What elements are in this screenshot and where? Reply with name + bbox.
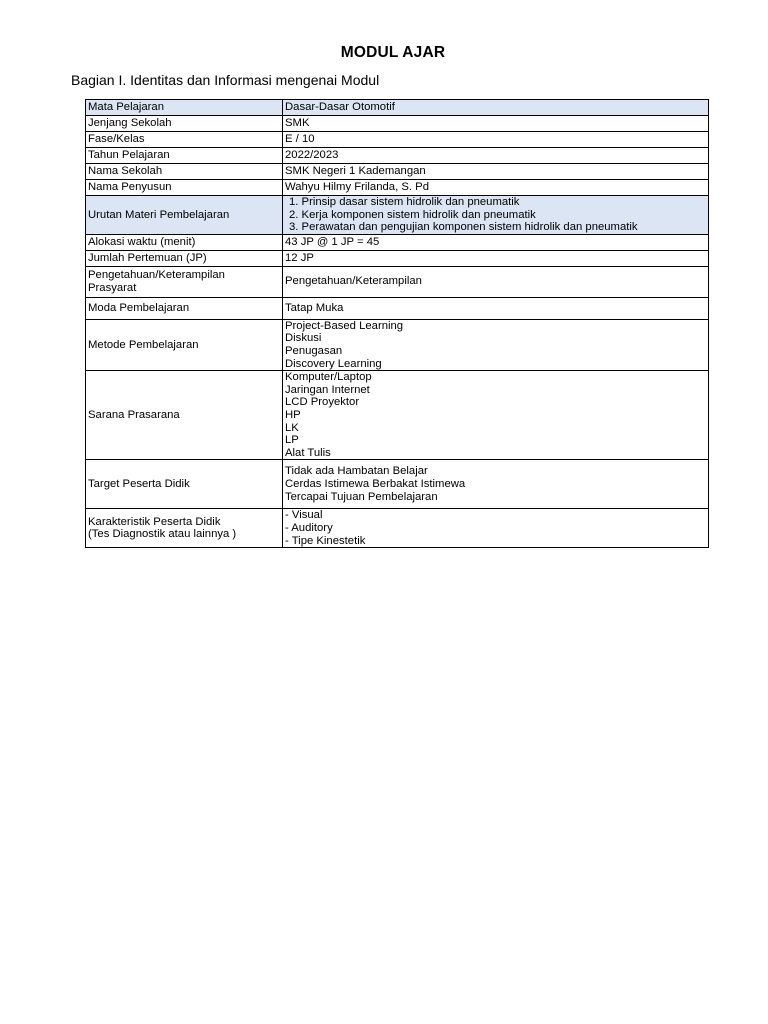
row-label: Mata Pelajaran — [86, 100, 283, 116]
row-value — [283, 509, 709, 548]
label-line: (Tes Diagnostik atau lainnya ) — [88, 528, 237, 541]
row-label: Jenjang Sekolah — [86, 116, 283, 132]
row-label: Metode Pembelajaran — [86, 319, 283, 370]
row-value: 2022/2023 — [283, 148, 709, 164]
row-value — [283, 371, 709, 460]
row-value: Dasar-Dasar Otomotif — [283, 100, 709, 116]
table-row-mata-pelajaran — [86, 100, 709, 116]
materi-item: 3. Perawatan dan pengujian komponen sistem hidrolik dan pneumatik — [289, 221, 638, 234]
row-value — [283, 319, 709, 370]
row-label: Tahun Pelajaran — [86, 148, 283, 164]
table-row-sarana-prasarana — [86, 371, 709, 460]
list-item: Alat Tulis — [285, 446, 331, 459]
row-label — [86, 509, 283, 548]
row-value — [283, 196, 709, 235]
row-label: Urutan Materi Pembelajaran — [86, 196, 283, 235]
row-label: Nama Sekolah — [86, 164, 283, 180]
list-item: LCD Proyektor — [285, 396, 360, 409]
list-item: Penugasan — [285, 344, 343, 357]
module-identity-table — [85, 99, 709, 548]
list-item: - Auditory — [285, 521, 333, 534]
list-item: Diskusi — [285, 332, 322, 345]
table-row-prasyarat — [86, 266, 709, 297]
label-line: Prasyarat — [88, 281, 137, 294]
list-item: Tercapai Tujuan Pembelajaran — [285, 490, 438, 503]
materi-item: 2. Kerja komponen sistem hidrolik dan pneumatik — [289, 208, 536, 221]
list-item: Discovery Learning — [285, 357, 382, 370]
row-label: Alokasi waktu (menit) — [86, 234, 283, 250]
row-value: Tatap Muka — [283, 297, 709, 319]
table-row-jumlah-pertemuan — [86, 250, 709, 266]
row-value: 43 JP @ 1 JP = 45 — [283, 234, 709, 250]
row-value: SMK Negeri 1 Kademangan — [283, 164, 709, 180]
list-item: - Tipe Kinestetik — [285, 534, 366, 547]
section-heading: Bagian I. Identitas dan Informasi mengenai Modul — [71, 72, 380, 88]
list-item: - Visual — [285, 509, 323, 522]
table-row-tahun-pelajaran — [86, 148, 709, 164]
row-label: Nama Penyusun — [86, 180, 283, 196]
row-label: Sarana Prasarana — [86, 371, 283, 460]
row-label: Target Peserta Didik — [86, 460, 283, 509]
table-row-target-peserta-didik — [86, 460, 709, 509]
table-row-nama-penyusun — [86, 180, 709, 196]
table-row-urutan-materi — [86, 196, 709, 235]
list-item: Jaringan Internet — [285, 383, 370, 396]
list-item: LK — [285, 421, 299, 434]
row-value: 12 JP — [283, 250, 709, 266]
table-row-alokasi-waktu — [86, 234, 709, 250]
list-item: Tidak ada Hambatan Belajar — [285, 465, 428, 478]
table-row-fase-kelas — [86, 132, 709, 148]
row-value: SMK — [283, 116, 709, 132]
row-value — [283, 460, 709, 509]
label-line: Pengetahuan/Keterampilan — [88, 269, 225, 282]
label-line: Karakteristik Peserta Didik — [88, 515, 221, 528]
materi-item: 1. Prinsip dasar sistem hidrolik dan pneumatik — [289, 196, 520, 208]
list-item: LP — [285, 434, 299, 447]
list-item: Cerdas Istimewa Berbakat Istimewa — [285, 478, 466, 491]
row-value: Wahyu Hilmy Frilanda, S. Pd — [283, 180, 709, 196]
row-label: Moda Pembelajaran — [86, 297, 283, 319]
list-item: Komputer/Laptop — [285, 371, 372, 384]
row-label: Fase/Kelas — [86, 132, 283, 148]
list-item: Project-Based Learning — [285, 319, 404, 332]
row-label — [86, 266, 283, 297]
row-value: Pengetahuan/Keterampilan — [283, 266, 709, 297]
table-row-nama-sekolah — [86, 164, 709, 180]
row-label: Jumlah Pertemuan (JP) — [86, 250, 283, 266]
table-row-moda-pembelajaran — [86, 297, 709, 319]
table-row-metode-pembelajaran — [86, 319, 709, 370]
table-row-karakteristik — [86, 509, 709, 548]
document-title: MODUL AJAR — [340, 44, 446, 61]
list-item: HP — [285, 408, 301, 421]
row-value: E / 10 — [283, 132, 709, 148]
table-row-jenjang-sekolah — [86, 116, 709, 132]
